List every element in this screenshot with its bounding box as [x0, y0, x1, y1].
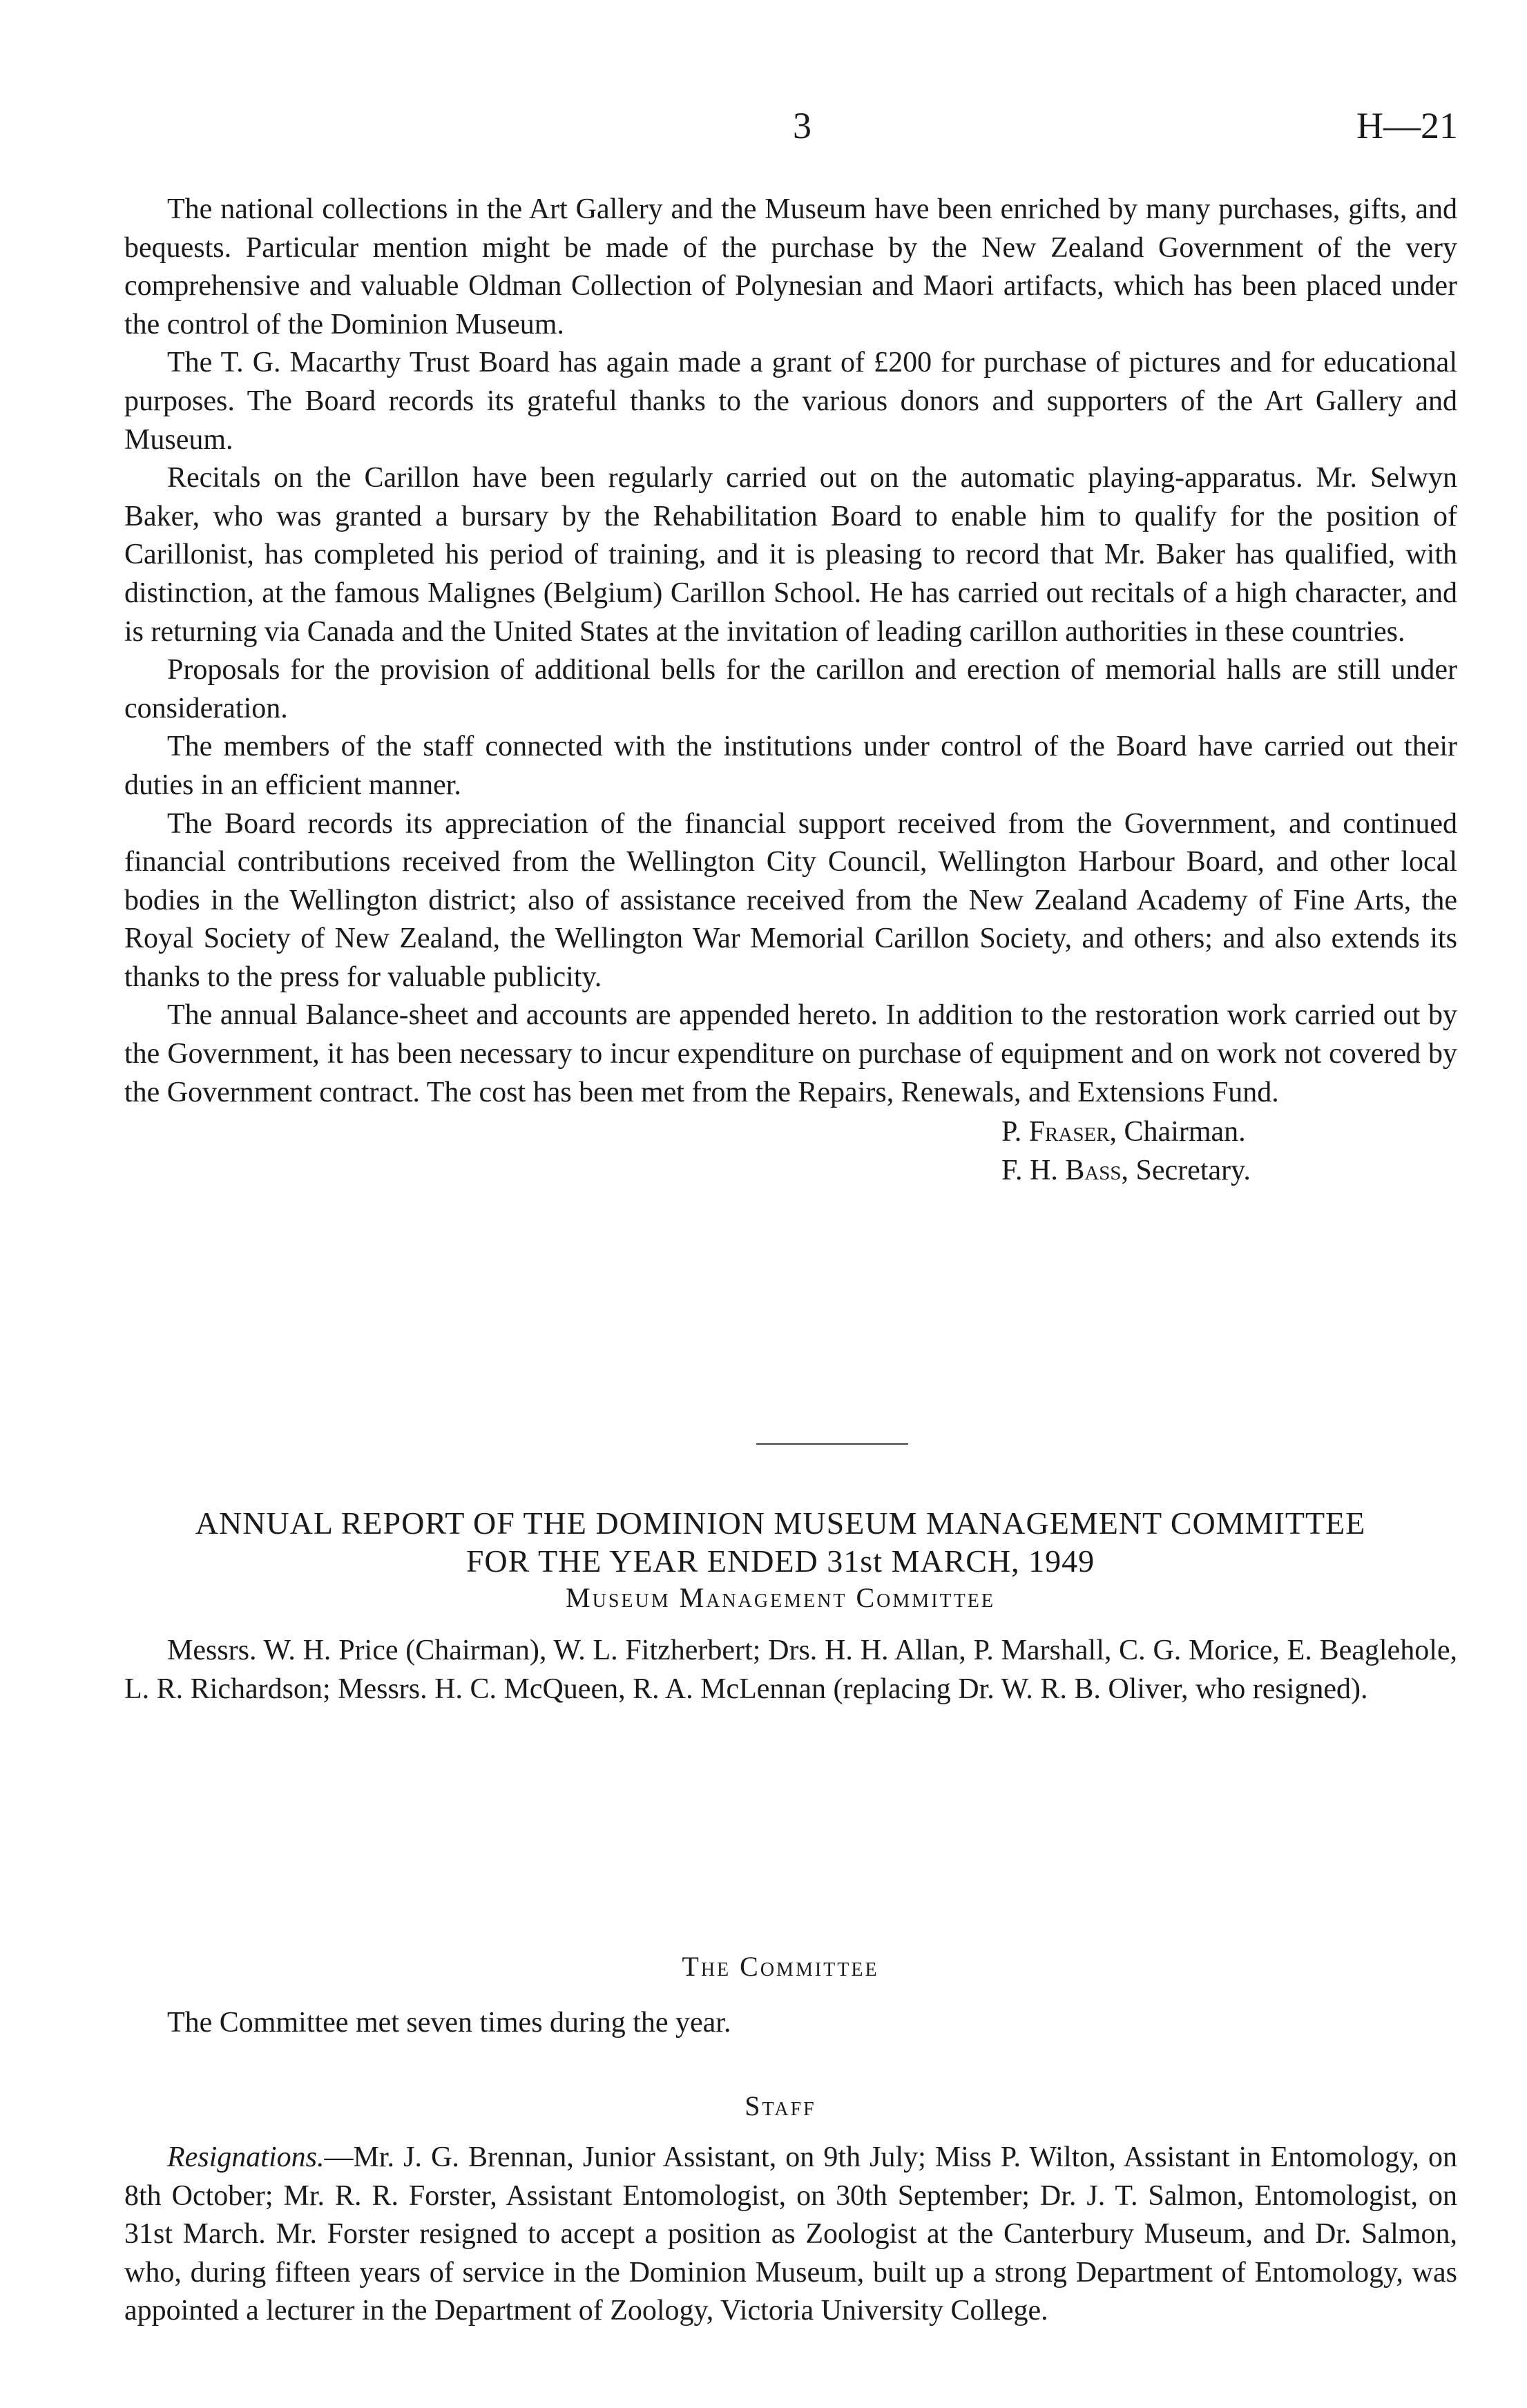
resignations-label: Resignations.: [167, 2141, 325, 2173]
paragraph-proposals: Proposals for the provision of additional bells for the carillon and erection of memorial halls are still under consideration.: [124, 654, 1457, 724]
paragraph-staff-duties: The members of the staff connected with the institutions under control of the Board have carried out their duties in an efficient manner.: [124, 731, 1457, 801]
committee-meetings: [124, 2004, 1457, 2043]
section-divider: [756, 1443, 908, 1445]
committee-members: [124, 1632, 1457, 1708]
report-title-line-1: ANNUAL REPORT OF THE DOMINION MUSEUM MANAGEMENT COMMITTEE: [195, 1505, 1366, 1541]
signature-secretary: [1001, 1152, 1457, 1191]
signature-role: , Chairman.: [1109, 1116, 1246, 1148]
members-paragraph: Messrs. W. H. Price (Chairman), W. L. Fitzherbert; Drs. H. H. Allan, P. Marshall, C. G. Morice, E. Beaglehole, L. R. Richardson; Messrs. H. C. McQueen, R. A. McLennan (replacing Dr. W. R. B. Oliver, who resigned).: [124, 1635, 1457, 1705]
report-title-line-2: FOR THE YEAR ENDED 31st MARCH, 1949: [465, 1543, 1095, 1579]
signature-role: , Secretary.: [1121, 1154, 1251, 1186]
heading-staff: Staff: [745, 2090, 816, 2121]
resignations-text: —Mr. J. G. Brennan, Junior Assistant, on 9th July; Miss P. Wilton, Assistant in Entomology, on 8th October; Mr. R. R. Forster, Assistant Entomologist, on 30th September; Dr. J. T. Salmon, Entomologist, on 31st March. Mr. Forster resigned to accept a position as Zoologist at the Canterbury Museum, and Dr. Salmon, who, during fifteen years of service in the Dominion Museum, built up a strong Department of Entomology, was appointed a lecturer in the Department of Zoology, Victoria University College.: [124, 2141, 1457, 2327]
document-reference: H—21: [1356, 105, 1458, 146]
signature-name: Bass: [1065, 1154, 1122, 1186]
signature-initials: F. H.: [1001, 1154, 1058, 1186]
staff-paragraph: [124, 2139, 1457, 2331]
paragraph-carillon-recitals: Recitals on the Carillon have been regularly carried out on the automatic playing-apparatus. Mr. Selwyn Baker, who was granted a bursary by the Rehabilitation Board to enable him to qualify for the position of Carillonist, has completed his period of training, and it is pleasing to record that Mr. Baker has qualified, with distinction, at the famous Malignes (Belgium) Carillon School. He has carried out recitals of a high character, and is returning via Canada and the United States at the invitation of leading carillon authorities in these countries.: [124, 462, 1457, 648]
report-title: [104, 1504, 1457, 1580]
signature-chairman: [1001, 1113, 1457, 1152]
heading-museum-management-committee: Museum Management Committee: [566, 1582, 995, 1613]
paragraph-macarthy-trust: The T. G. Macarthy Trust Board has again made a grant of £200 for purchase of pictures and for educational purposes. The Board records its grateful thanks to the various donors and supporters of the Art Gallery and Museum.: [124, 347, 1457, 456]
signature-initials: P.: [1001, 1116, 1022, 1148]
board-report-body: [124, 191, 1457, 1190]
paragraph-collections: The national collections in the Art Gallery and the Museum have been enriched by many purchases, gifts, and bequests. Particular mention might be made of the purchase by the New Zealand Government of the very comprehensive and valuable Oldman Collection of Polynesian and Maori artifacts, which has been placed under the control of the Dominion Museum.: [124, 193, 1457, 340]
heading-the-committee: The Committee: [682, 1951, 879, 1982]
paragraph-balance-sheet: The annual Balance-sheet and accounts are appended hereto. In addition to the restoration work carried out by the Government, it has been necessary to incur expenditure on purchase of equipment and on work not covered by the Government contract. The cost has been met from the Repairs, Renewals, and Extensions Fund.: [124, 999, 1457, 1108]
staff-section: [124, 2139, 1457, 2331]
paragraph-appreciation: The Board records its appreciation of the financial support received from the Government, and continued financial contributions received from the Wellington City Council, Wellington Harbour Board, and other local bodies in the Wellington district; also of assistance received from the New Zealand Academy of Fine Arts, the Royal Society of New Zealand, the Wellington War Memorial Carillon Society, and others; and also extends its thanks to the press for valuable publicity.: [124, 807, 1457, 993]
signature-name: Fraser: [1028, 1116, 1110, 1148]
committee-paragraph: The Committee met seven times during the year.: [167, 2007, 731, 2039]
page-number: 3: [793, 105, 811, 146]
signature-block: [124, 1113, 1457, 1190]
